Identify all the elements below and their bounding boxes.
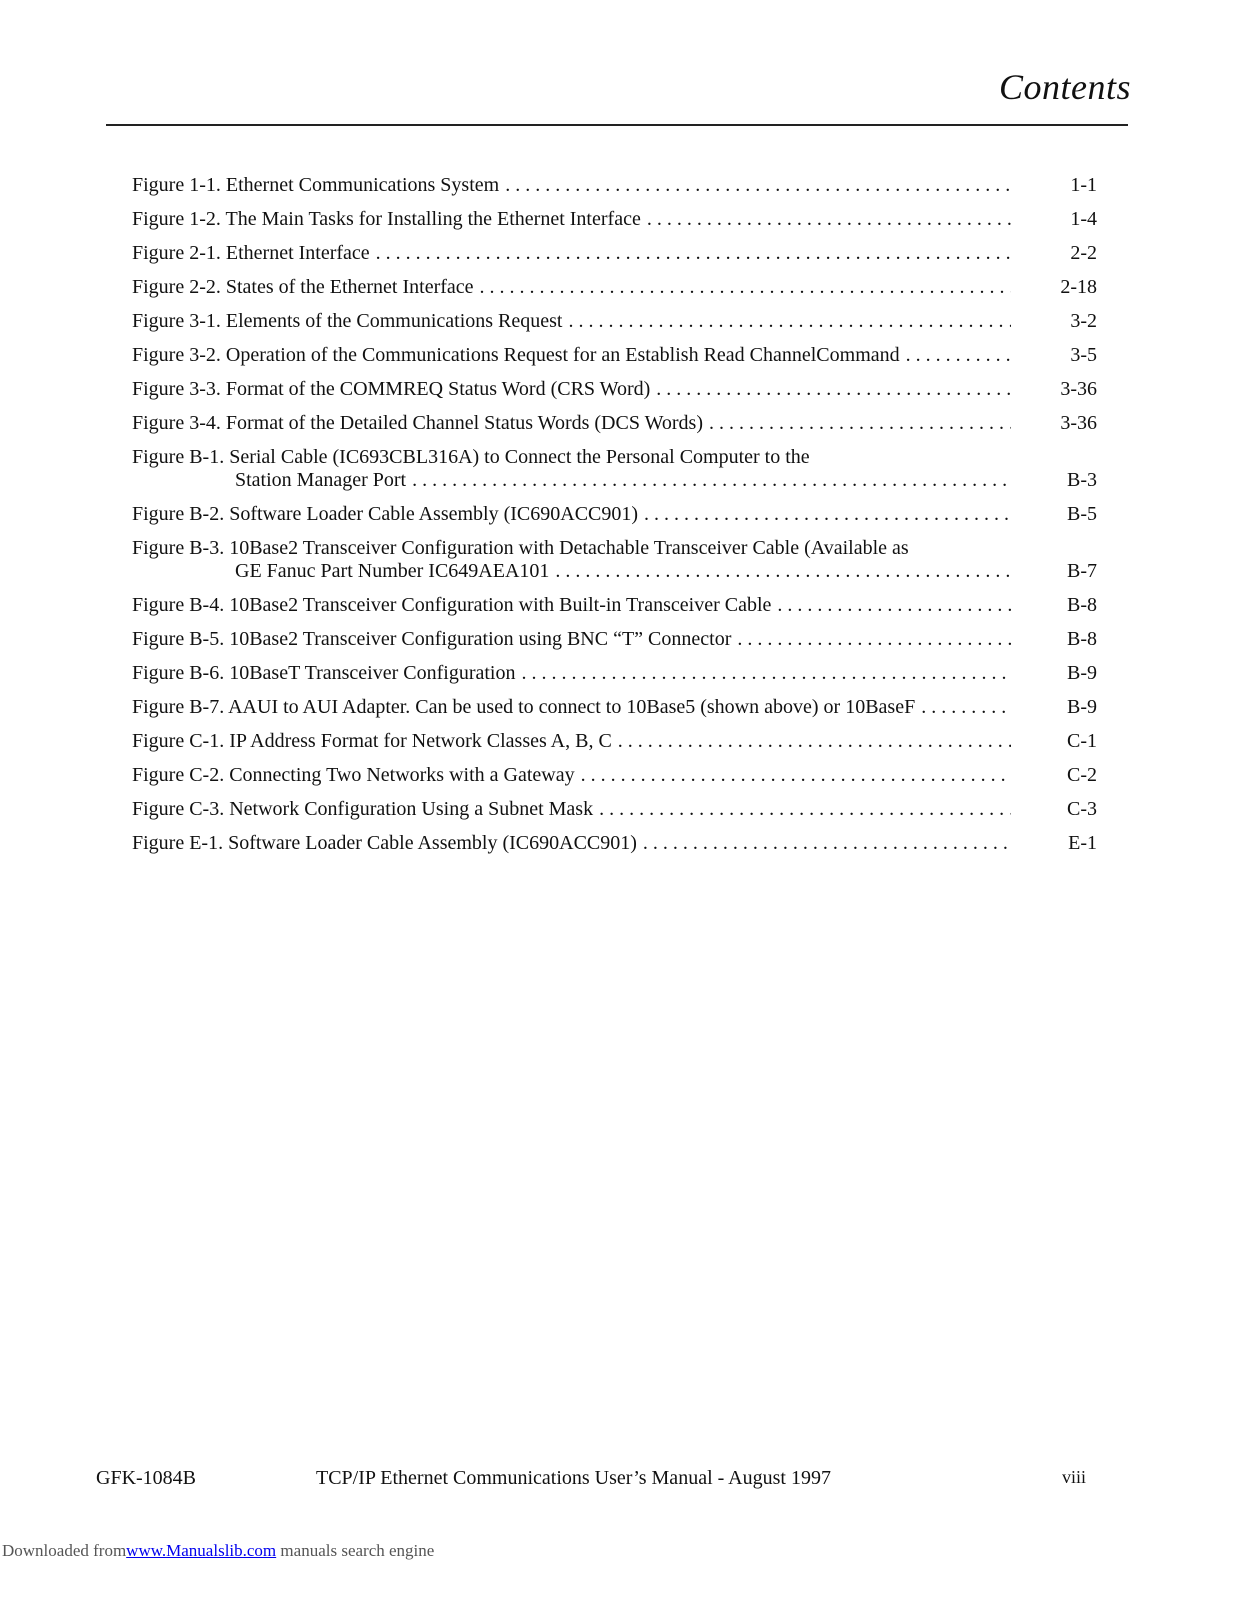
toc-entry-page: B-9 — [1067, 696, 1097, 718]
list-of-figures — [132, 174, 1097, 866]
dot-leader — [376, 242, 1011, 265]
dot-leader — [412, 469, 1011, 492]
footer-doc-id: GFK-1084B — [96, 1467, 197, 1489]
toc-entry-label: Figure B-4. 10Base2 Transceiver Configuration with Built-in Transceiver Cable — [132, 594, 772, 616]
toc-entry-page: B-5 — [1067, 503, 1097, 525]
toc-entry[interactable] — [132, 276, 1097, 299]
toc-entry-label: Figure C-3. Network Configuration Using a Subnet Mask — [132, 798, 594, 820]
toc-entry-label: Figure B-2. Software Loader Cable Assembly (IC690ACC901) — [132, 503, 639, 525]
toc-entry-label: Figure 3-2. Operation of the Communications Request for an Establish Read ChannelCommand — [132, 344, 900, 366]
dot-leader — [921, 696, 1011, 719]
dot-leader — [644, 503, 1011, 526]
toc-entry-label: Figure 2-1. Ethernet Interface — [132, 242, 370, 264]
toc-entry[interactable] — [132, 696, 1097, 719]
toc-entry[interactable] — [132, 628, 1097, 651]
toc-entry-page: 3-2 — [1070, 310, 1097, 332]
toc-entry[interactable] — [132, 446, 1097, 492]
toc-entry-page: 1-1 — [1070, 174, 1097, 196]
toc-entry-continuation: Station Manager Port — [235, 469, 407, 491]
toc-entry[interactable] — [132, 242, 1097, 265]
toc-entry-label: Figure C-2. Connecting Two Networks with a Gateway — [132, 764, 575, 786]
toc-entry-page: B-7 — [1067, 560, 1097, 582]
footer-page-number: viii — [1062, 1467, 1087, 1487]
toc-entry-label: Figure 1-1. Ethernet Communications System — [132, 174, 500, 196]
toc-entry[interactable] — [132, 832, 1097, 855]
toc-entry-page: C-1 — [1067, 730, 1097, 752]
toc-entry-label: Figure B-6. 10BaseT Transceiver Configuration — [132, 662, 516, 684]
toc-entry[interactable] — [132, 730, 1097, 753]
toc-entry[interactable] — [132, 378, 1097, 401]
toc-entry-page: E-1 — [1068, 832, 1097, 854]
toc-entry[interactable] — [132, 208, 1097, 231]
toc-entry-label: Figure 3-1. Elements of the Communications Request — [132, 310, 563, 332]
toc-entry[interactable] — [132, 344, 1097, 367]
download-suffix: manuals search engine — [276, 1541, 435, 1560]
toc-entry-label: Figure 2-2. States of the Ethernet Interface — [132, 276, 474, 298]
toc-entry[interactable] — [132, 594, 1097, 617]
dot-leader — [647, 208, 1011, 231]
toc-entry-page: B-8 — [1067, 594, 1097, 616]
footer-manual-title: TCP/IP Ethernet Communications User’s Manual - August 1997 — [316, 1467, 831, 1489]
page-title: Contents — [998, 67, 1131, 107]
download-prefix: Downloaded from — [2, 1541, 127, 1560]
dot-leader — [709, 412, 1011, 435]
toc-entry-label: Figure C-1. IP Address Format for Network Classes A, B, C — [132, 730, 612, 752]
header-rule — [106, 124, 1128, 126]
download-note — [2, 1541, 434, 1561]
dot-leader — [581, 764, 1011, 787]
toc-entry[interactable] — [132, 764, 1097, 787]
toc-entry[interactable] — [132, 310, 1097, 333]
toc-entry-label: Figure E-1. Software Loader Cable Assembly (IC690ACC901) — [132, 832, 637, 854]
toc-entry-label: Figure B-5. 10Base2 Transceiver Configuration using BNC “T” Connector — [132, 628, 732, 650]
toc-entry-page: 2-18 — [1060, 276, 1097, 298]
dot-leader — [599, 798, 1011, 821]
toc-entry[interactable] — [132, 662, 1097, 685]
dot-leader — [906, 344, 1011, 367]
toc-entry-page: 1-4 — [1070, 208, 1097, 230]
toc-entry-page: 2-2 — [1070, 242, 1097, 264]
dot-leader — [555, 560, 1011, 583]
toc-entry[interactable] — [132, 537, 1097, 583]
toc-entry-label: Figure 3-3. Format of the COMMREQ Status Word (CRS Word) — [132, 378, 651, 400]
toc-entry-label: Figure 3-4. Format of the Detailed Channel Status Words (DCS Words) — [132, 412, 703, 434]
toc-entry[interactable] — [132, 174, 1097, 197]
toc-entry-page: B-8 — [1067, 628, 1097, 650]
toc-entry-page: B-9 — [1067, 662, 1097, 684]
dot-leader — [521, 662, 1011, 685]
toc-entry[interactable] — [132, 798, 1097, 821]
toc-entry-page: C-3 — [1067, 798, 1097, 820]
toc-entry-label: Figure B-3. 10Base2 Transceiver Configuration with Detachable Transceiver Cable (Available as — [132, 537, 909, 559]
manualslib-link[interactable]: www.Manualslib.com — [126, 1541, 277, 1560]
dot-leader — [569, 310, 1012, 333]
toc-entry-page: 3-36 — [1060, 412, 1097, 434]
toc-entry-label: Figure B-1. Serial Cable (IC693CBL316A) to Connect the Personal Computer to the — [132, 446, 810, 468]
dot-leader — [656, 378, 1011, 401]
toc-entry-label: Figure B-7. AAUI to AUI Adapter. Can be used to connect to 10Base5 (shown above) or 10BaseF — [132, 696, 916, 718]
dot-leader — [480, 276, 1011, 299]
dot-leader — [505, 174, 1011, 197]
toc-entry[interactable] — [132, 503, 1097, 526]
toc-entry-page: B-3 — [1067, 469, 1097, 491]
dot-leader — [737, 628, 1011, 651]
toc-entry[interactable] — [132, 412, 1097, 435]
dot-leader — [643, 832, 1011, 855]
toc-entry-page: 3-36 — [1060, 378, 1097, 400]
dot-leader — [777, 594, 1011, 617]
dot-leader — [618, 730, 1011, 753]
toc-entry-page: C-2 — [1067, 764, 1097, 786]
toc-entry-continuation: GE Fanuc Part Number IC649AEA101 — [235, 560, 550, 582]
toc-entry-label: Figure 1-2. The Main Tasks for Installing the Ethernet Interface — [132, 208, 641, 230]
toc-entry-page: 3-5 — [1070, 344, 1097, 366]
